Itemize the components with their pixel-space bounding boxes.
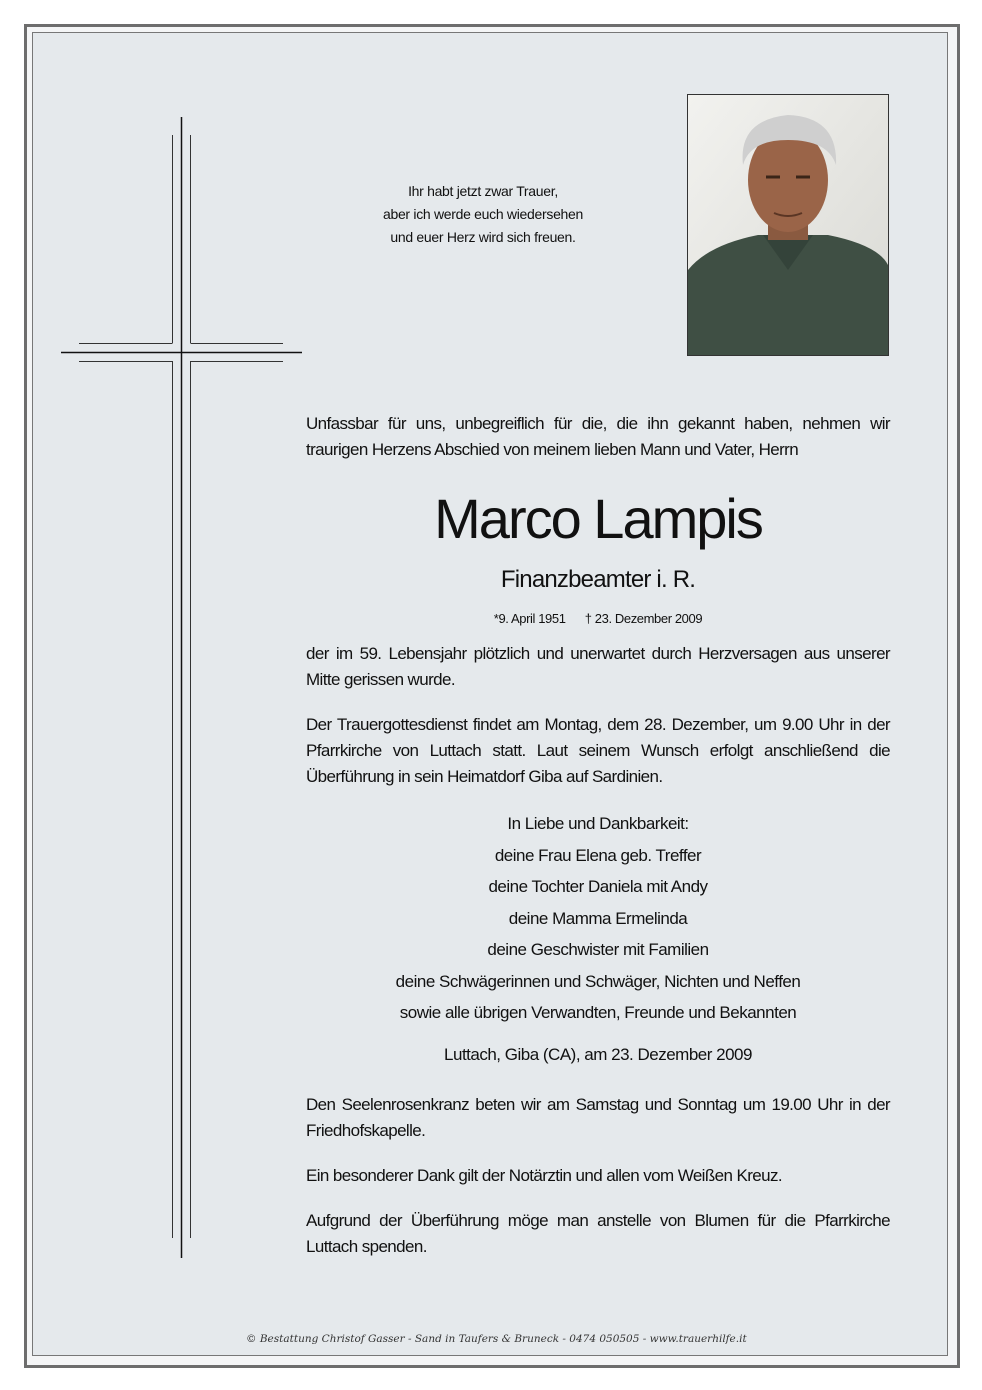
rosary-paragraph: Den Seelenrosenkranz beten wir am Samstag und Sonntag um 19.00 Uhr in der Friedhofskapelle. (306, 1095, 890, 1140)
memorial-quote (330, 180, 636, 249)
quote-line: und euer Herz wird sich freuen. (390, 229, 576, 245)
mourner-line: sowie alle übrigen Verwandten, Freunde und Bekannten (399, 1003, 797, 1022)
quote-line: aber ich werde euch wiedersehen (382, 206, 584, 222)
portrait-photo (687, 94, 889, 356)
mourner-line: deine Frau Elena geb. Treffer (494, 845, 702, 865)
flowers-paragraph: Aufgrund der Überführung möge man anstelle von Blumen für die Pfarrkirche Luttach spenden. (306, 1211, 890, 1256)
mourners-list (306, 808, 890, 1029)
mourner-line: deine Mamma Ermelinda (508, 908, 688, 928)
mourner-line: In Liebe und Dankbarkeit: (507, 814, 689, 833)
service-paragraph: Der Trauergottesdienst findet am Montag, dem 28. Dezember, um 9.00 Uhr in der Pfarrkirche von Luttach statt. Laut seinem Wunsch erfolgt anschließend die Überführung in sein Heimatdorf Giba auf Sardinien. (306, 715, 890, 786)
place-date: Luttach, Giba (CA), am 23. Dezember 2009 (444, 1045, 752, 1064)
deceased-name: Marco Lampis (434, 487, 762, 550)
mourner-line: deine Tochter Daniela mit Andy (488, 877, 708, 896)
mourner-line: deine Schwägerinnen und Schwäger, Nichten und Neffen (395, 971, 801, 991)
death-date: † 23. Dezember 2009 (584, 611, 703, 626)
thanks-paragraph: Ein besonderer Dank gilt der Notärztin und allen vom Weißen Kreuz. (306, 1166, 783, 1185)
life-dates (306, 611, 890, 626)
birth-date: *9. April 1951 (493, 611, 566, 626)
death-paragraph: der im 59. Lebensjahr plötzlich und unerwartet durch Herzversagen aus unserer Mitte gerissen wurde. (306, 644, 890, 689)
deceased-title: Finanzbeamter i. R. (500, 566, 696, 593)
mourner-line: deine Geschwister mit Familien (487, 940, 709, 959)
quote-line: Ihr habt jetzt zwar Trauer, (408, 183, 558, 199)
intro-paragraph: Unfassbar für uns, unbegreiflich für die, die ihn gekannt haben, nehmen wir traurigen Herzens Abschied von meinem lieben Mann und Vater, Herrn (306, 414, 890, 459)
footer-credit: © Bestattung Christof Gasser - Sand in Taufers & Bruneck - 0474 050505 - www.trauerhilfe.it (246, 1333, 747, 1345)
